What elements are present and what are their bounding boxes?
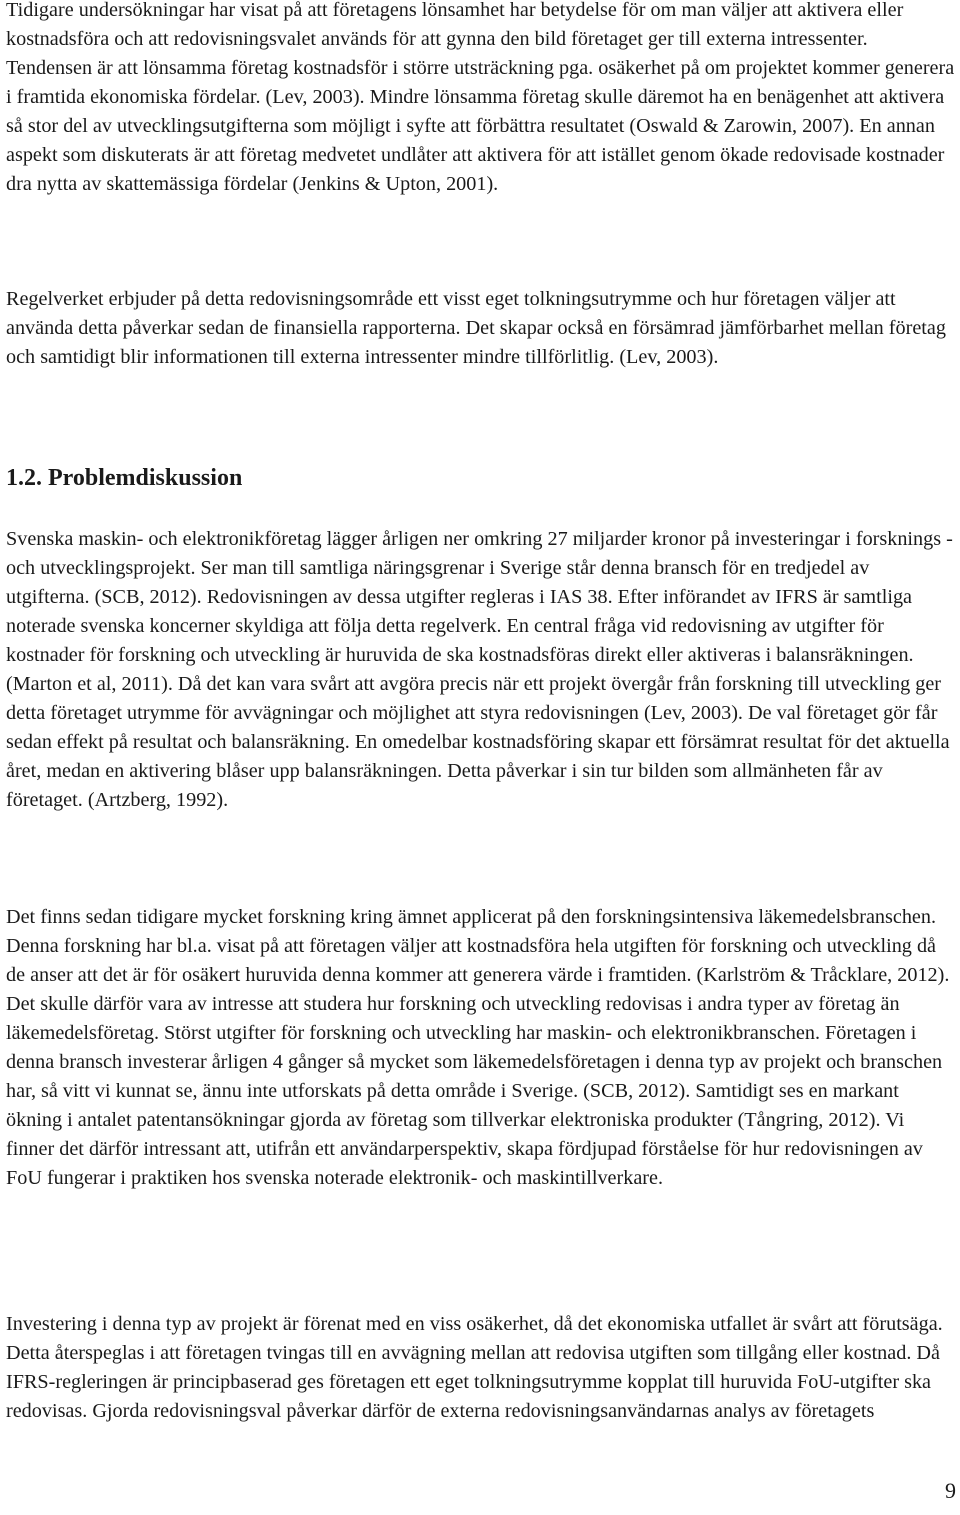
paragraph-investment-uncertainty: Investering i denna typ av projekt är förenat med en viss osäkerhet, då det ekonomiska utfallet är svårt att förutsäga. Detta återspeglas i att företagen tvingas till en avvägning mellan att redovisa utgiften som tillgång eller kostnad. Då IFRS-regleringen är principbaserad ges företagen ett eget tolkningsutrymme kopplat till huruvida FoU-utgifter ska redovisas. Gjorda redovisningsval påverkar därför de externa redovisningsanvändarnas analys av företagets (6, 1313, 943, 1422)
paragraph-profitability: Tidigare undersökningar har visat på att företagens lönsamhet har betydelse för om man väljer att aktivera eller kostnadsföra och att redovisningsvalet används för att gynna den bild företaget ger till externa intressenter. Tendensen är att lönsamma företag kostnadsför i större utsträckning pga. osäkerhet på om projektet kommer generera i framtida ekonomiska fördelar. (Lev, 2003). Mindre lönsamma företag skulle däremot ha en benägenhet att aktivera så stor del av utvecklingsutgifterna som möjligt i syfte att förbättra resultatet (Oswald & Zarowin, 2007). En annan aspekt som diskuterats är att företag medvetet undlåter att aktivera för att istället genom ökade redovisade kostnader dra nytta av skattemässiga fördelar (Jenkins & Upton, 2001). (6, 0, 955, 195)
paragraph-regulation: Regelverket erbjuder på detta redovisningsområde ett visst eget tolkningsutrymme och hur företagen väljer att använda detta påverkar sedan de finansiella rapporterna. Det skapar också en försämrad jämförbarhet mellan företag och samtidigt blir informationen till externa intressenter mindre tillförlitlig. (Lev, 2003). (6, 288, 946, 368)
section-heading: 1.2. Problemdiskussion (6, 465, 243, 491)
paragraph-problem-intro: Svenska maskin- och elektronikföretag lägger årligen ner omkring 27 miljarder kronor på investeringar i forsknings - och utvecklingsprojekt. Ser man till samtliga näringsgrenar i Sverige står denna bransch för en tredjedel av utgifterna. (SCB, 2012). Redovisningen av dessa utgifter regleras i IAS 38. Efter införandet av IFRS är samtliga noterade svenska koncerner skyldiga att följa detta regelverk. En central fråga vid redovisning av utgifter för kostnader för forskning och utveckling är huruvida de ska kostnadsföras direkt eller aktiveras i balansräkningen. (Marton et al, 2011). Då det kan vara svårt att avgöra precis när ett projekt övergår från forskning till utveckling ger detta företaget utrymme för avvägningar och möjlighet att styra redovisningen (Lev, 2003). De val företaget gör får sedan effekt på resultat och balansräkning. En omedelbar kostnadsföring skapar ett försämrat resultat för det aktuella året, medan en aktivering blåser upp balansräkningen. Detta påverkar i sin tur bilden som allmänheten får av företaget. (Artzberg, 1992). (6, 528, 953, 811)
paragraph-prior-research: Det finns sedan tidigare mycket forskning kring ämnet applicerat på den forskningsintensiva läkemedelsbranschen. Denna forskning har bl.a. visat på att företagen väljer att kostnadsföra hela utgiften för forskning och utveckling då de anser att det är för osäkert huruvida denna kommer att generera värde i framtiden. (Karlström & Tråcklare, 2012). Det skulle därför vara av intresse att studera hur forskning och utveckling redovisas i andra typer av företag än läkemedelsföretag. Störst utgifter för forskning och utveckling har maskin- och elektronikbranschen. Företagen i denna bransch investerar årligen 4 gånger så mycket som läkemedelsföretagen i denna typ av projekt och branschen har, så vitt vi kunnat se, ännu inte utforskats på detta område i Sverige. (SCB, 2012). Samtidigt ses en markant ökning i antalet patentansökningar gjorda av företag som tillverkar elektroniska produkter (Tångring, 2012). Vi finner det därför intressant att, utifrån ett användarperspektiv, skapa fördjupad förståelse för hur redovisningen av FoU fungerar i praktiken hos svenska noterade elektronik- och maskintillverkare. (6, 906, 950, 1189)
page-number: 9 (945, 1478, 956, 1503)
